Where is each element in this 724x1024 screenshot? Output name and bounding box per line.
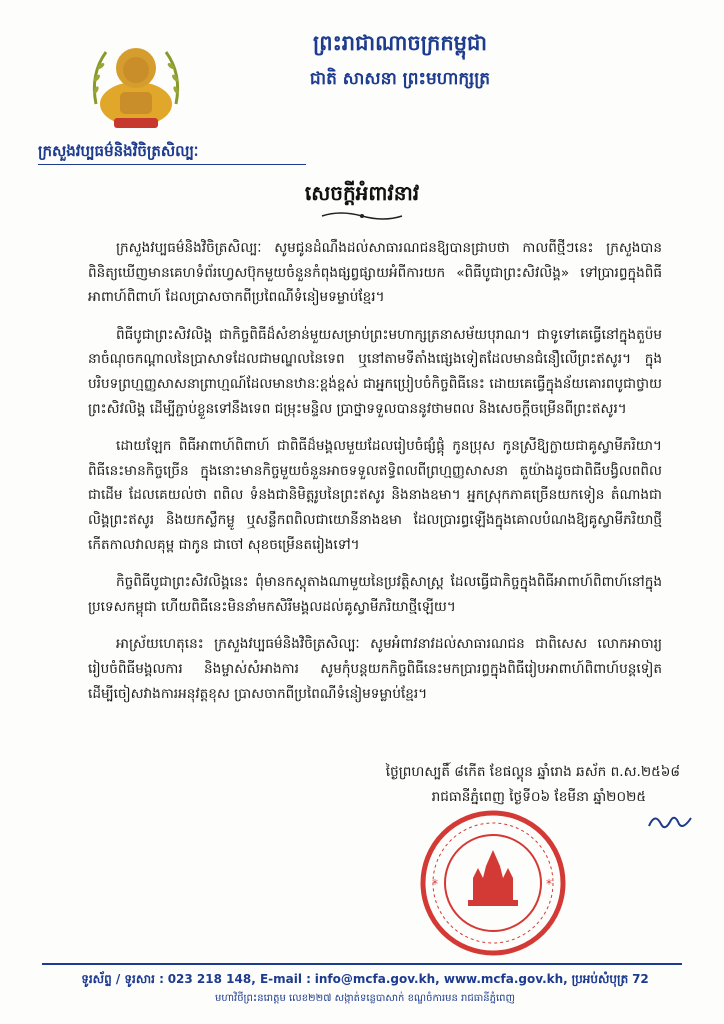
pobox-label: ប្រអប់សំបុត្រ (571, 972, 629, 986)
paragraph-5: អាស្រ័យហេតុនេះ ក្រសួងវប្បធម៌និងវិចិត្រសិល្បៈ សូមអំពាវនាវដល់សាធារណជន ជាពិសេស លោកអាចារ្យរៀបចំពិធីមង្គលការ និងម្ចាស់សំអាងការ សូមកុំបន្តយកកិច្ចពិធីនេះមកប្រារព្ធក្នុងពិធីរៀបអាពាហ៍ពិពាហ៍បន្តទៀត ដើម្បីចៀសវាងការអនុវត្តខុស ប្រាសចាកពីប្រពៃណីទំនៀមទម្លាប់ខ្មែរ។ (88, 636, 662, 702)
email-and-website: info@mcfa.gov.kh, www.mcfa.gov.kh, (314, 972, 568, 986)
paragraph-4: កិច្ចពិធីបូជាព្រះសិវលិង្គនេះ ពុំមានកស្តុតាងណាមួយនៃប្រវត្តិសាស្ត្រ ដែលធ្វើជាកិច្ចក្នុងពិធីអាពាហ៍ពិពាហ៍នៅក្នុងប្រទេសកម្ពុជា ហើយពិធីនេះមិននាំមកសិរីមង្គលដល់គូស្វាមីភរិយាថ្មីឡើយ។ (88, 574, 662, 615)
pobox-number: 72 (632, 972, 649, 986)
solar-date: រាជធានីភ្នំពេញ ថ្ងៃទី០៦ ខែមីនា ឆ្នាំ២០២៥ (431, 789, 646, 805)
national-motto: ជាតិ សាសនា ព្រះមហាក្សត្រ (309, 69, 491, 89)
email-label: , E-mail : (251, 972, 311, 986)
paragraph-2: ពិធីបូជាព្រះសិវលិង្គ ជាកិច្ចពិធីដ៏សំខាន់មួយសម្រាប់ព្រះមហាក្សត្រនាសម័យបុរាណ។ ជាទូទៅគេធ្វើនៅក្នុងតួប៉ម នាចំណុចកណ្ដាលនៃប្រាសាទដែលជាមណ្ឌលនៃទេព ឬនៅតាមទីតាំងផ្សេងទៀតដែលមានជំនឿលើព្រះឥសូរ។ ក្នុងបរិបទព្រហ្មញ្ញសាសនាព្រាហ្មណ៍ដែលមានឋានៈខ្ពង់ខ្ពស់ ជាអ្នកប្រៀបចំកិច្ចពិធីនេះ ដោយគេធ្វើក្នុងន័យគោរពបូជាថ្វាយព្រះសិវលិង្គ ដើម្បីភ្ជាប់ខ្លួនទៅនឹងទេព ជម្រុះមន្ទិល ប្រាថ្នាទទួលបាននូវថាមពល និងសេចក្ដីចម្រើនពីព្រះឥសូរ។ (88, 326, 662, 417)
official-seal-icon (418, 808, 568, 958)
paragraph-1: ក្រសួងវប្បធម៌និងវិចិត្រសិល្បៈ សូមជូនដំណឹងដល់សាធារណជនឱ្យបានជ្រាបថា កាលពីថ្មីៗនេះ ក្រសួងបានពិនិត្យឃើញមានគេហទំព័រហ្វេសប៊ុកមួយចំនួនកំពុងផ្សព្វផ្សាយអំពីការយក «ពិធីបូជាព្រះសិវលិង្គ» ទៅប្រារព្ធក្នុងពិធីអាពាហ៍ពិពាហ៍ ដែលប្រាសចាកពីប្រពៃណីទំនៀមទម្លាប់ខ្មែរ។ (88, 240, 662, 306)
document-body (88, 236, 662, 719)
footer-divider (42, 963, 682, 965)
lunar-date: ថ្ងៃព្រហស្បតិ៍ ៨កើត ខែផល្គុន ឆ្នាំរោង ឆស័ក ព.ស.២៥៦៨ (385, 764, 680, 780)
document-title: សេចក្ដីអំពាវនាវ (304, 181, 420, 205)
kingdom-title: ព្រះរាជាណាចក្រកម្ពុជា (312, 31, 487, 55)
footer-address: មហាវិថីព្រះនរោត្តម លេខ២២៧ សង្កាត់ទន្លេបាសាក់ ខណ្ឌចំការមន រាជធានីភ្នំពេញ (214, 993, 516, 1004)
ministry-emblem-icon (84, 34, 188, 134)
signature-icon (645, 808, 695, 834)
footer-contact (60, 971, 670, 989)
phone-number: 023 218 148 (167, 972, 252, 986)
title-flourish-icon (320, 210, 404, 222)
contact-prefix: ទូរស័ព្ទ / ទូរសារ : (81, 972, 164, 986)
ministry-name: ក្រសួងវប្បធម៌និងវិចិត្រសិល្បៈ (38, 142, 199, 160)
svg-text:*: * (546, 877, 552, 891)
paragraph-3: ដោយឡែក ពិធីអាពាហ៍ពិពាហ៍ ជាពិធីដ៏មង្គលមួយដែលរៀបចំផ្សំផ្គុំ កូនប្រុស កូនស្រីឱ្យក្លាយជាគូស្វាមីភរិយា។ ពិធីនេះមានកិច្ចច្រើន ក្នុងនោះមានកិច្ចមួយចំនួនអាចទទួលឥទ្ធិពលពីព្រហ្មញ្ញសាសនា តួយ៉ាងដូចជាពិធីបង្វិលពពិលជាដើម ដែលគេយល់ថា ពពិល ទំនងជានិមិត្តរូបនៃព្រះឥសូរ និងនាងឧមា។ អ្នកស្រុកភាគច្រើនយកទៀន តំណាងជាលិង្គព្រះឥសូរ និងយកស្លឹកម្លូ ឬសន្លឹកពពិលជាយោនីនាងឧមា ដែលប្រារព្ធឡើងក្នុងគោលបំណងឱ្យគូស្វាមីភរិយាថ្មី កើតកាលវាលគុម្ព ជាកូន ជាចៅ សុខចម្រើនតរៀងទៅ។ (88, 438, 662, 553)
ministry-underline (38, 164, 306, 165)
svg-text:*: * (432, 877, 438, 891)
